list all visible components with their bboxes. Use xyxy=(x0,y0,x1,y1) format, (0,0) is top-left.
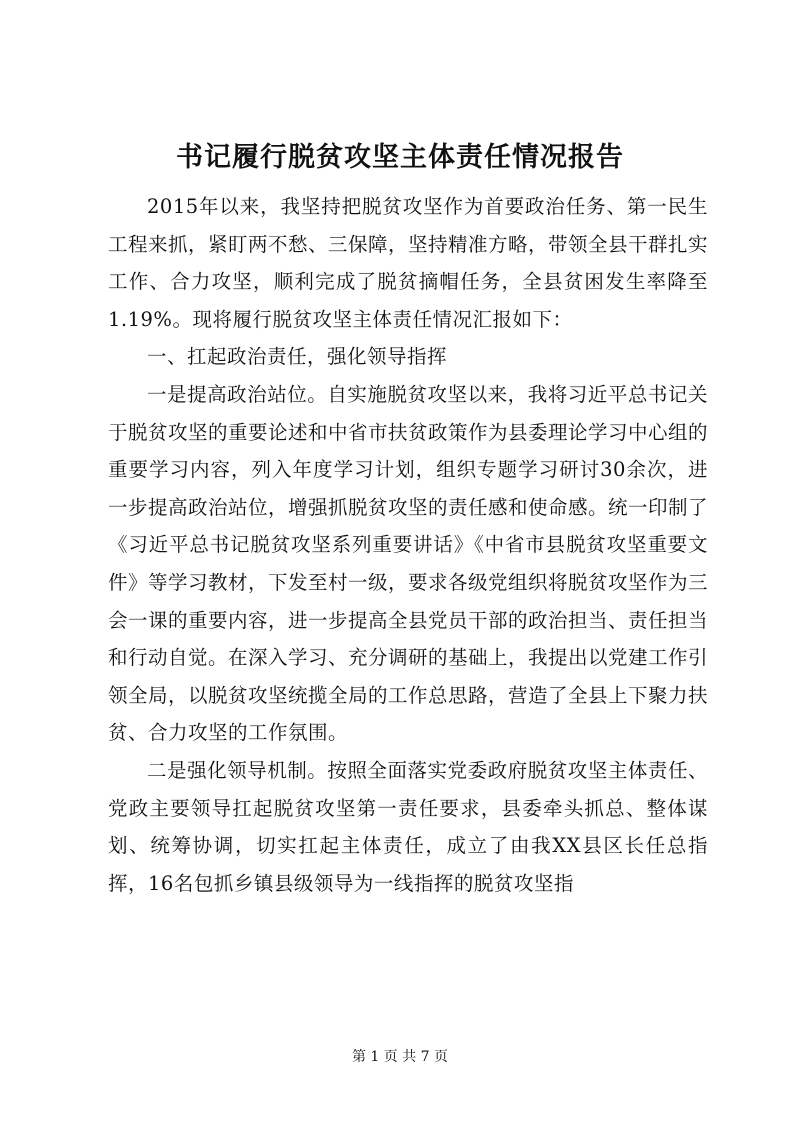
section-heading-1: 一、扛起政治责任，强化领导指挥 xyxy=(147,345,448,369)
paragraph-political-stance: 一是提高政治站位。自实施脱贫攻坚以来，我将习近平总书记关于脱贫攻坚的重要论述和中省市扶贫政策作为县委理论学习中心组的重要学习内容，列入年度学习计划，组织专题学习研讨30余次，进一步提高政治站位，增强抓脱贫攻坚的责任感和使命感。统一印制了《习近平总书记脱贫攻坚系列重要讲话》《中省市县脱贫攻坚重要文件》等学习教材，下发至村一级，要求各级党组织将脱贫攻坚作为三会一课的重要内容，进一步提高全县党员干部的政治担当、责任担当和行动自觉。在深入学习、充分调研的基础上，我提出以党建工作引领全局，以脱贫攻坚统揽全局的工作总思路，营造了全县上下聚力扶贫、合力攻坚的工作氛围。 xyxy=(108,382,709,745)
paragraph-leadership-mechanism: 二是强化领导机制。按照全面落实党委政府脱贫攻坚主体责任、党政主要领导扛起脱贫攻坚第一责任要求，县委牵头抓总、整体谋划、统筹协调，切实扛起主体责任，成立了由我XX县区长任总指挥，16名包抓乡镇县级领导为一线指挥的脱贫攻坚指 xyxy=(108,758,708,895)
intro-paragraph: 2015年以来，我坚持把脱贫攻坚作为首要政治任务、第一民生工程来抓，紧盯两不愁、三保障，坚持精准方略，带领全县干群扎实工作、合力攻坚，顺利完成了脱贫摘帽任务，全县贫困发生率降至1.19%。现将履行脱贫攻坚主体责任情况汇报如下： xyxy=(108,195,709,331)
document-title: 书记履行脱贫攻坚主体责任情况报告 xyxy=(176,142,624,173)
document-body xyxy=(108,188,708,902)
page-footer: 第 1 页 共 7 页 xyxy=(351,1049,449,1065)
